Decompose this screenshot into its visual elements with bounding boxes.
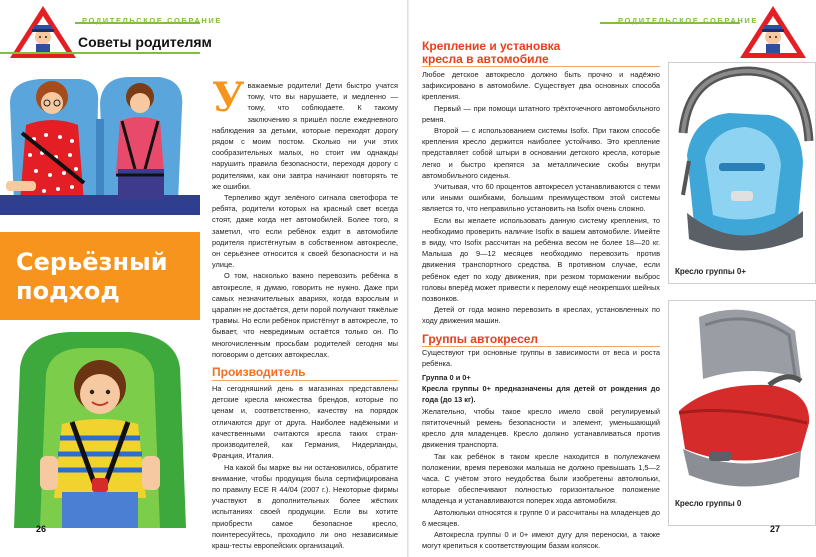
producer-heading: Производитель <box>212 366 398 381</box>
mount-paragraph-5: Если вы желаете использовать данную систему крепления, то необходимо проверить наличие Isofix в вашем автомобиле. Имейте в виду, что Isofix рассчитан на ребёнка весом не более 18—20 кг. Малыша до 9—12 месяцев необходимо перевозить против движения транспортного средства. В противном случае, если ребёнок едет по ходу движения, при резком торможении выброс головы вперёд может привести к перелому ещё неокрепших шейных позвонков. <box>422 215 660 304</box>
warning-sign-officer-icon <box>738 4 808 60</box>
photo-frame-group-0plus <box>668 62 816 284</box>
section-title: Советы родителям <box>78 34 212 50</box>
mount-paragraph-4: Учитывая, что 60 процентов автокресел устанавливаются с теми или иными ошибками, большим преимуществом этой системы является то, что неправильно установить на Isofix очень сложно. <box>422 182 660 214</box>
illustration-boy-in-car-seat <box>0 328 200 528</box>
mount-paragraph-2: Первый — при помощи штатного трёхточечного автомобильного ремня. <box>422 103 660 124</box>
group-paragraph-1: Желательно, чтобы такое кресло имело свой регулируемый пятиточечный ремень безопасности и элемент, уменьшающий кресло для младенцев. Кресло должно устанавливаться против движения транспорта. <box>422 406 660 450</box>
photo-frame-group-0 <box>668 300 816 526</box>
infant-carrier-grey-red-image <box>669 301 815 497</box>
page-number-left: 26 <box>36 524 47 534</box>
intro-dropcap: У <box>212 74 245 121</box>
header-label-left: РОДИТЕЛЬСКОЕ СОБРАНИЕ <box>82 16 222 25</box>
feature-title: Серьёзный подход <box>16 248 168 305</box>
mount-heading-line-1: Крепление и установка <box>422 39 561 53</box>
infant-carrier-blue-image <box>669 63 815 259</box>
group-bold-statement: Кресла группы 0+ предназначены для детей от рождения до года (до 13 кг). <box>422 384 660 405</box>
mount-paragraph-3: Второй — с использованием системы Isofix. При таком способе крепления кресло держится наиболее устойчиво. Это крепление представляет собой штыри в основании детского кресла, которые легко и быстро крепятся за металлические скобы внутри автомобильного сиденья. <box>422 126 660 180</box>
header-label-right: РОДИТЕЛЬСКОЕ СОБРАНИЕ <box>618 16 758 25</box>
illustration-mother-and-child <box>0 63 200 215</box>
intro-column <box>212 74 398 551</box>
producer-paragraph-2: На какой бы марке вы ни остановились, обратите внимание, чтобы продукция была сертифицирована по правилу ECE R 44/04 (2007 г.). Некоторые фирмы участвуют в дополнительных более жёстких испытаниях своей продукции. Если вы хотите приобрести самое безопасное кресло, поинтересуйтесь, проходило ли оно независимые краш-тесты европейских организаций. <box>212 462 398 550</box>
page-number-right: 27 <box>770 524 781 534</box>
mount-paragraph-6: Детей от года можно перевозить в креслах, установленных по ходу движения машин. <box>422 305 660 326</box>
groups-heading: Группы автокресел <box>422 333 660 347</box>
producer-paragraph-1: На сегодняшний день в магазинах представлены детские кресла множества брендов, которые по ценам и, соответственно, качеству на порядок отличаются друг от друга. Наиболее надёжными и качественными считаются кресла таких стран-производителей, как Германия, Нидерланды, Франция, Италия. <box>212 384 398 461</box>
mount-heading-line-2: кресла в автомобиле <box>422 53 660 67</box>
caption-group-0: Кресло группы 0 <box>675 499 742 508</box>
group-paragraph-2: Так как ребёнок в таком кресле находится в полулежачем положении, время перевозки малыша не должно превышать 1,5—2 часа. С учётом этого неудобства были изобретены автолюльки, которые обеспечивают полностью горизонтальное положение младенца и устанавливаются поперек хода автомобиля. <box>422 451 660 506</box>
intro-paragraph-2: Терпеливо ждут зелёного сигнала светофора те ребята, родители которых на красный свет всегда стоят, даже когда нет автомобилей. Более того, я заметил, что если ребёнок ездит в автомобиле родителя пристёгнутым в собственном автокресле, он серьёзнее относится к своей безопасности и на улице. <box>212 193 398 270</box>
intro-paragraph-1: важаемые родители! Дети быстро учатся тому, что вы нарушаете, и медленно — тому, что соблюдаете. К такому заключению я пришёл после ежедневного наблюдения за детьми, которые переходят дорогу рядом с моим постом. Сколько ни учи этих сообразительных малых, но стоит им однажды нарушить правила безопасности, переходя дорогу с родителями, как они завтра начинают повторять те же ошибки. <box>212 81 398 191</box>
mount-column <box>422 40 660 551</box>
page-gutter <box>407 0 409 557</box>
groups-intro: Существуют три основные группы в зависимости от веса и роста ребёнка. <box>422 347 660 368</box>
caption-group-0plus: Кресло группы 0+ <box>675 267 747 276</box>
section-title-rule <box>0 52 200 54</box>
group-label: Группа 0 и 0+ <box>422 373 471 383</box>
group-paragraph-4: Автокресла группы 0 и 0+ имеют дугу для переноски, а также могут крепиться к соответствующим базам колясок. <box>422 529 660 551</box>
group-paragraph-3: Автолюльки относятся к группе 0 и рассчитаны на младенцев до 6 месяцев. <box>422 507 660 528</box>
intro-paragraph-3: О том, насколько важно перевозить ребёнка в автокресле, я думаю, говорить не нужно. Даже при самых незначительных авариях, когда взрослым и царапин не достаётся, дети порой получают тяжёлые травмы. Но если ребёнок пристёгнут в автокресле, то бывает, что невредимым остаётся только он. По многочисленным просьбам родителей сегодня мы поговорим о детских автокреслах. <box>212 271 398 359</box>
mount-paragraph-1: Любое детское автокресло должно быть прочно и надёжно зафиксировано в автомобиле. Существует два основных способа крепления. <box>422 70 660 102</box>
